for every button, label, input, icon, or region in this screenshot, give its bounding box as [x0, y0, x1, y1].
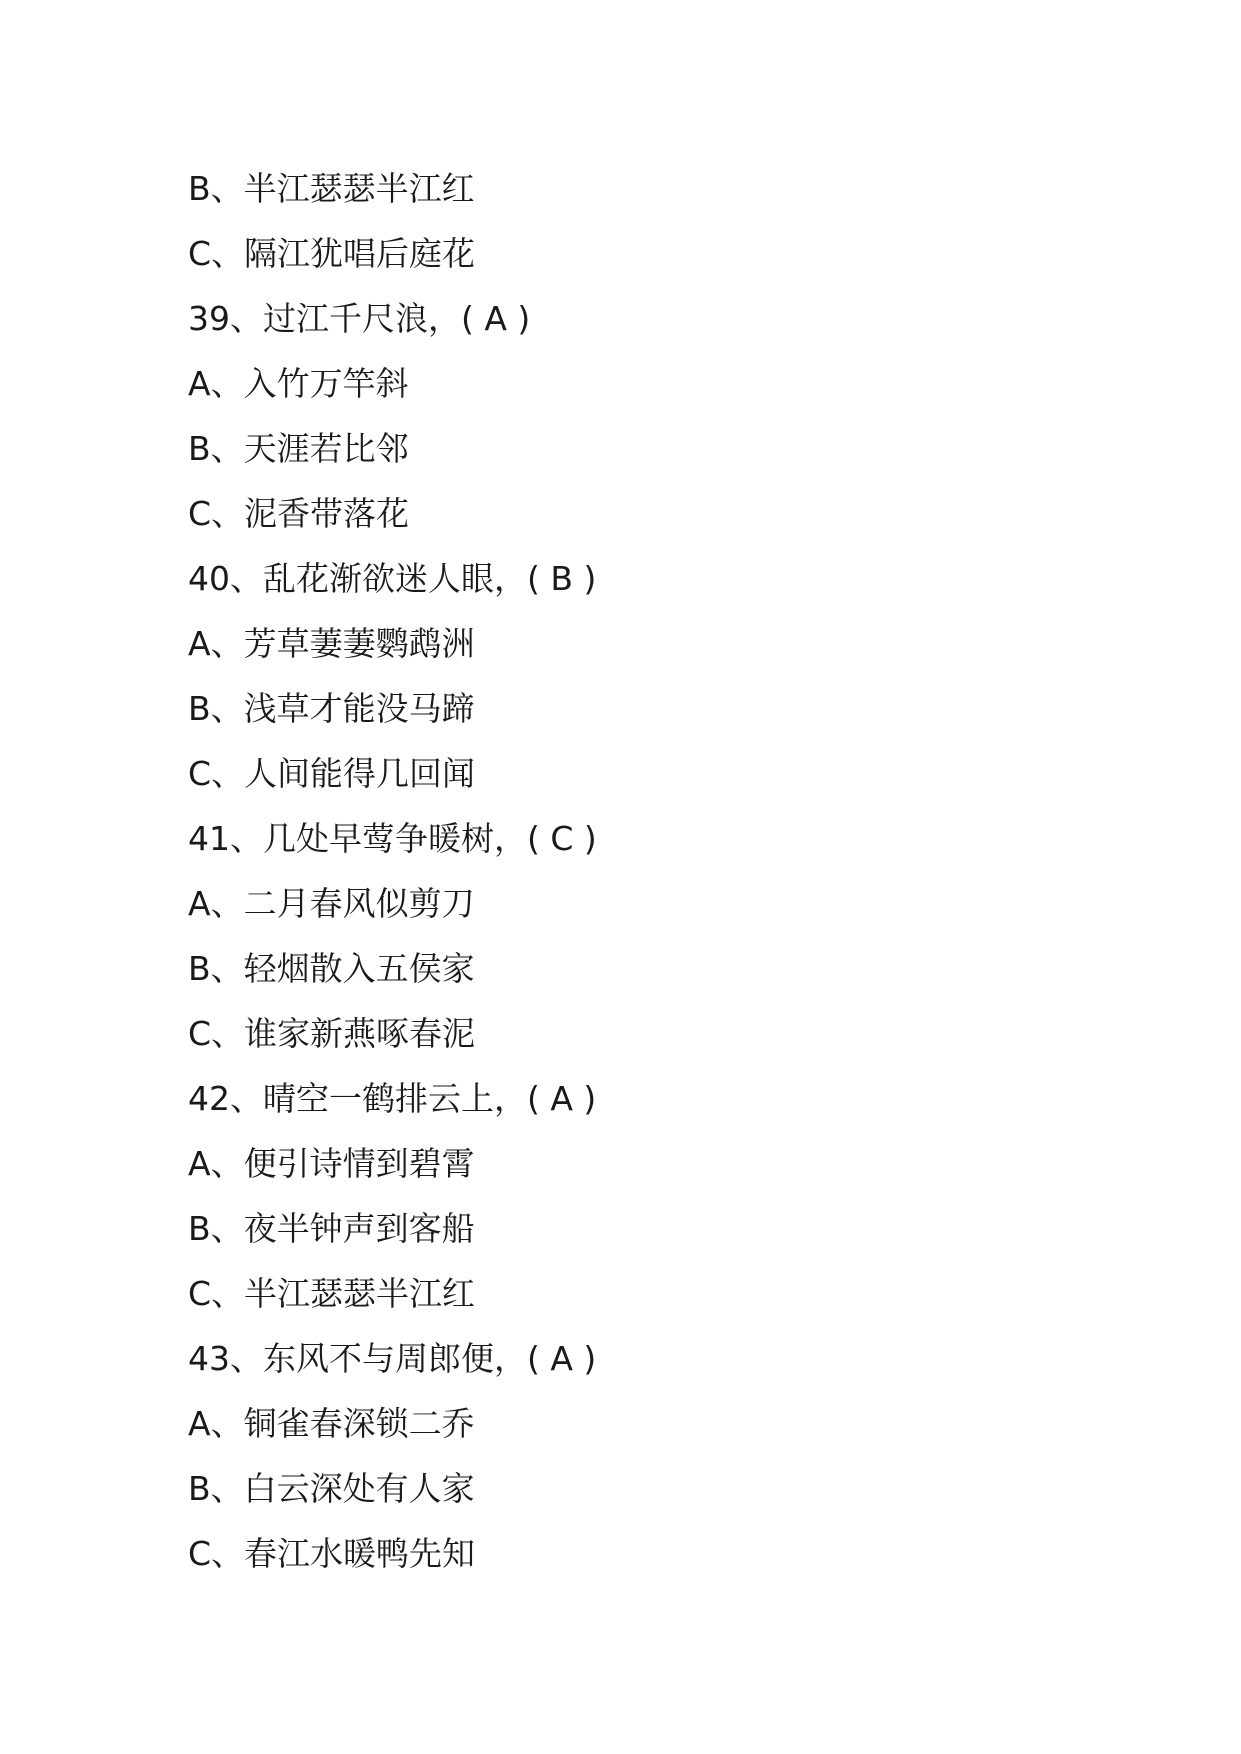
option-line: B、浅草才能没马蹄 — [188, 689, 475, 728]
option-line: C、泥香带落花 — [188, 494, 410, 533]
option-line: B、半江瑟瑟半江红 — [188, 169, 475, 208]
option-line: A、二月春风似剪刀 — [188, 884, 475, 923]
question-line: 40、乱花渐欲迷人眼，( B ) — [188, 559, 597, 598]
question-line: 42、晴空一鹤排云上，( A ) — [188, 1079, 597, 1118]
option-line: C、隔江犹唱后庭花 — [188, 234, 476, 273]
option-line: C、人间能得几回闻 — [188, 754, 476, 793]
option-line: A、铜雀春深锁二乔 — [188, 1404, 475, 1443]
quiz-lines — [188, 156, 597, 1586]
option-line: B、白云深处有人家 — [188, 1469, 475, 1508]
option-line: C、春江水暖鸭先知 — [188, 1534, 476, 1573]
option-line: A、入竹万竿斜 — [188, 364, 409, 403]
option-line: B、天涯若比邻 — [188, 429, 409, 468]
option-line: B、轻烟散入五侯家 — [188, 949, 475, 988]
question-line: 41、几处早莺争暖树，( C ) — [188, 819, 597, 858]
option-line: B、夜半钟声到客船 — [188, 1209, 475, 1248]
option-line: A、芳草萋萋鹦鹉洲 — [188, 624, 475, 663]
question-line: 43、东风不与周郎便，( A ) — [188, 1339, 597, 1378]
option-line: C、半江瑟瑟半江红 — [188, 1274, 476, 1313]
option-line: A、便引诗情到碧霄 — [188, 1144, 475, 1183]
option-line: C、谁家新燕啄春泥 — [188, 1014, 476, 1053]
question-line: 39、过江千尺浪，( A ) — [188, 299, 531, 338]
